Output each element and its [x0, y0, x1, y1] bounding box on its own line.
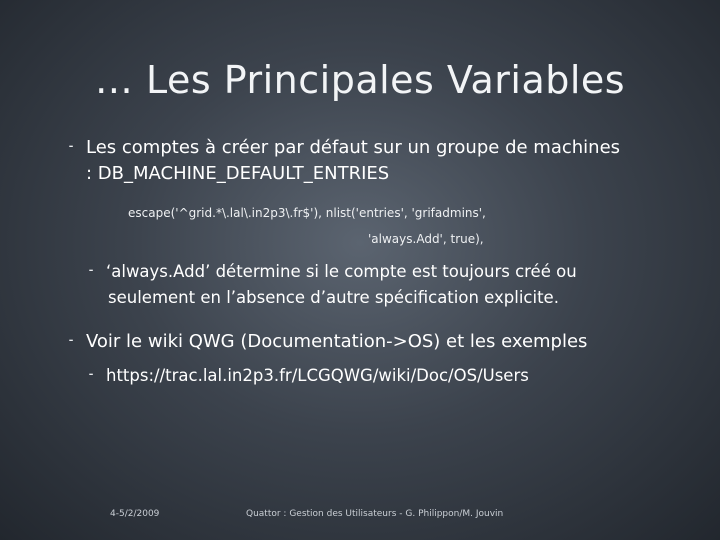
wiki-url-link[interactable]: https://trac.lal.in2p3.fr/LCGQWG/wiki/Doc/OS/Users — [106, 366, 529, 385]
bullet-line-2: : DB_MACHINE_DEFAULT_ENTRIES — [86, 163, 390, 184]
code-line-1: escape('^grid.*\.lal\.in2p3\.fr$'), nlist('entries', 'grifadmins', — [128, 206, 486, 220]
footer-date: 4-5/2/2009 — [110, 509, 160, 519]
bullet-wiki-text: Voir le wiki QWG (Documentation->OS) et les exemples — [86, 331, 588, 352]
bullet-wiki — [68, 328, 688, 355]
sub-bullet-line-1: ‘always.Add’ détermine si le compte est toujours créé ou — [106, 262, 577, 281]
bullet-dash-icon: ⁃ — [88, 368, 94, 382]
footer-text: Quattor : Gestion des Utilisateurs - G. Philippon/M. Jouvin — [246, 509, 504, 519]
bullet-dash-icon: ⁃ — [68, 140, 74, 154]
bullet-dash-icon: ⁃ — [68, 334, 74, 348]
sub-bullet-line-2: seulement en l’absence d’autre spécification explicite. — [108, 288, 559, 307]
bullet-default-entries — [68, 134, 688, 187]
sub-bullet-always-add — [88, 258, 668, 311]
bullet-dash-icon: ⁃ — [88, 264, 94, 278]
code-line-2: 'always.Add', true), — [368, 232, 484, 246]
sub-bullet-url[interactable] — [88, 362, 668, 389]
slide-title: … Les Principales Variables — [94, 58, 626, 102]
bullet-line-1: Les comptes à créer par défaut sur un groupe de machines — [86, 137, 621, 158]
